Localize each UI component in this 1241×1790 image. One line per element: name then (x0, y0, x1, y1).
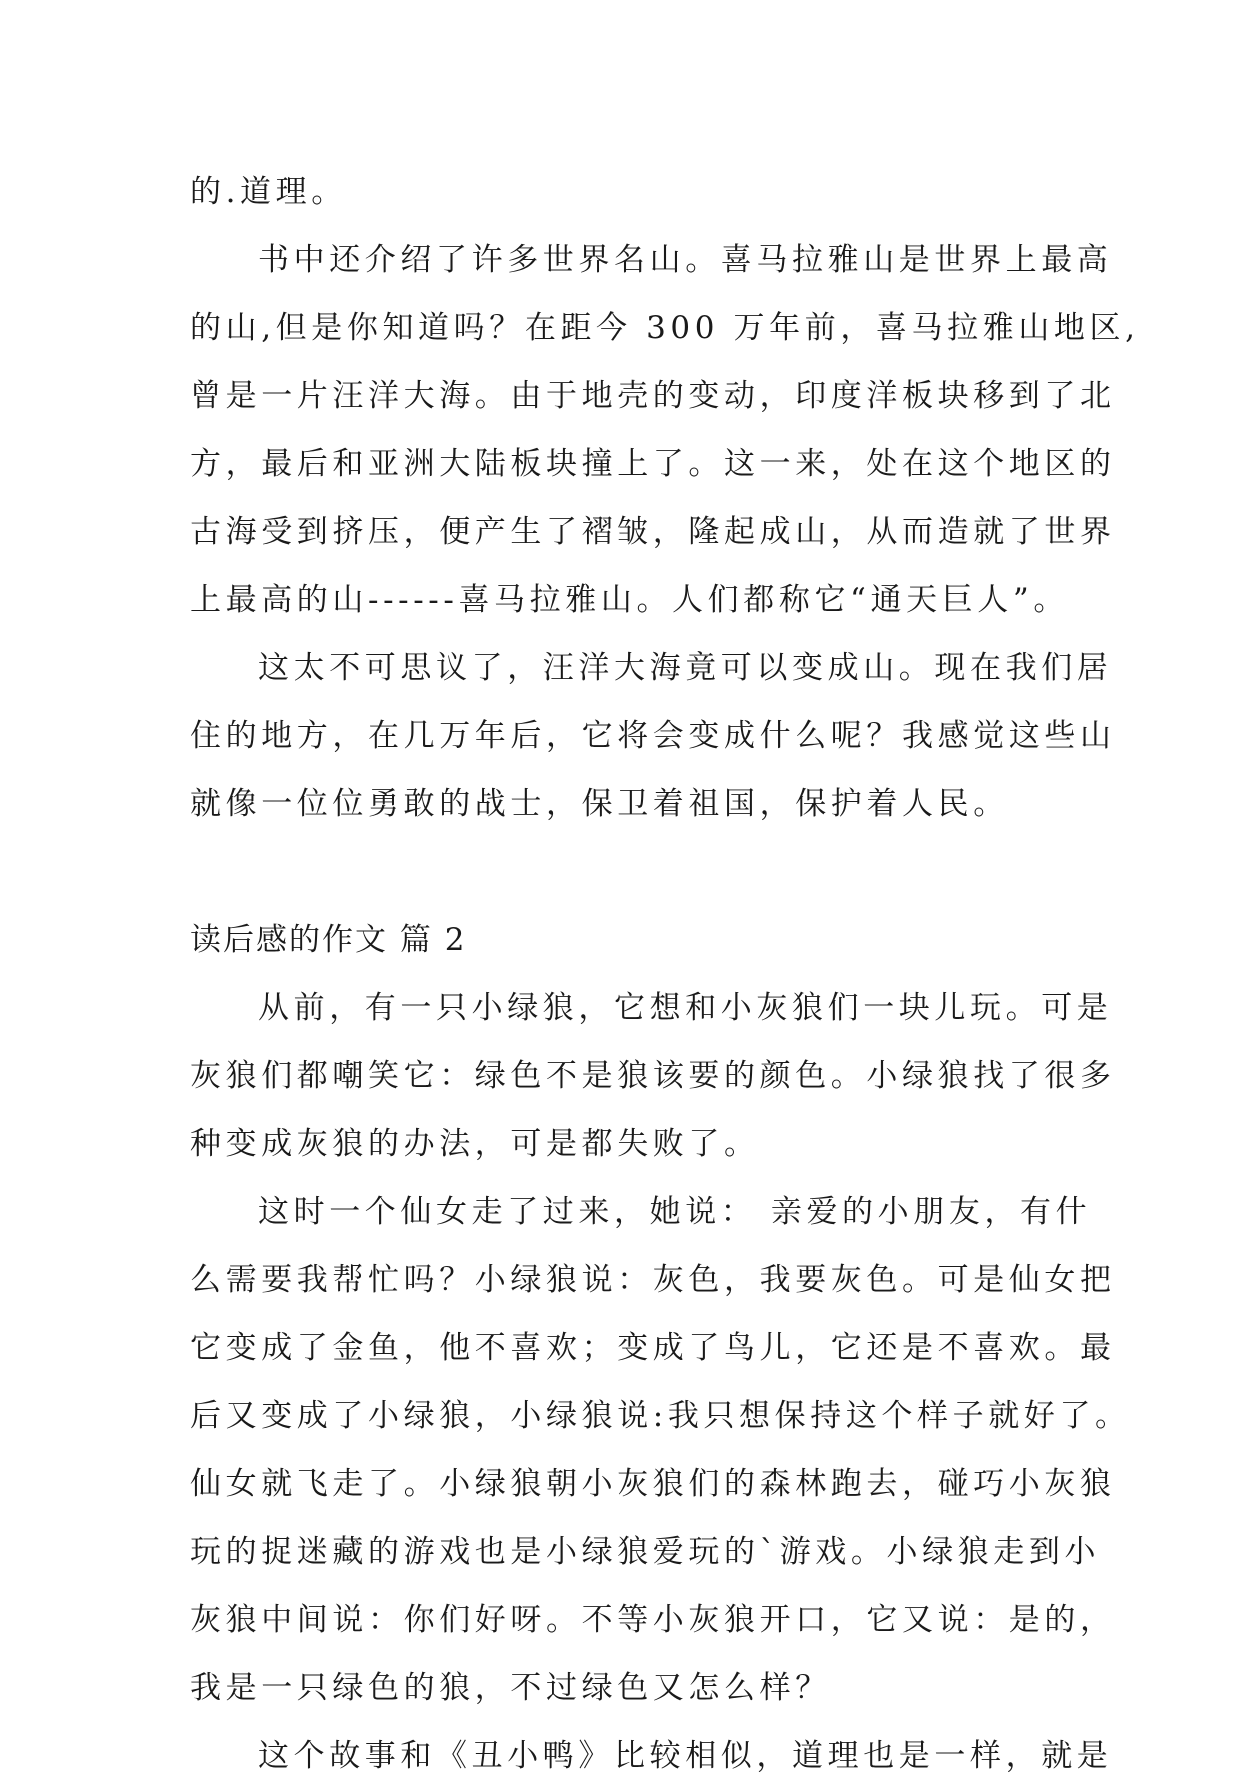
text-line: 这时一个仙女走了过来，她说： 亲爱的小朋友，有什 (258, 1194, 1092, 1230)
document-body (190, 158, 1140, 1790)
text-line: 方，最后和亚洲大陆板块撞上了。这一来，处在这个地区的 (190, 446, 1116, 482)
text-line: 曾是一片汪洋大海。由于地壳的变动，印度洋板块移到了北 (190, 378, 1116, 414)
text-line: 的.道理。 (190, 174, 347, 210)
text-line: 从前，有一只小绿狼，它想和小灰狼们一块儿玩。可是 (258, 990, 1113, 1026)
text-line: 我是一只绿色的狼，不过绿色又怎么样？ (190, 1670, 831, 1706)
text-line: 的山,但是你知道吗？在距今 300 万年前，喜马拉雅山地区, (190, 310, 1140, 346)
text-line: 古海受到挤压，便产生了褶皱，隆起成山，从而造就了世界 (190, 514, 1116, 550)
text-line: 它变成了金鱼，他不喜欢；变成了鸟儿，它还是不喜欢。最 (190, 1330, 1116, 1366)
text-line: 仙女就飞走了。小绿狼朝小灰狼们的森林跑去，碰巧小灰狼 (190, 1466, 1116, 1502)
text-line: 灰狼中间说：你们好呀。不等小灰狼开口，它又说：是的， (190, 1602, 1116, 1638)
text-line: 么需要我帮忙吗？小绿狼说：灰色，我要灰色。可是仙女把 (190, 1262, 1116, 1298)
text-line: 种变成灰狼的办法，可是都失败了。 (190, 1126, 760, 1162)
text-line: 这太不可思议了，汪洋大海竟可以变成山。现在我们居 (258, 650, 1113, 686)
text-line: 上最高的山------喜马拉雅山。人们都称它“通天巨人”。 (190, 582, 1069, 618)
text-line: 书中还介绍了许多世界名山。喜马拉雅山是世界上最高 (258, 242, 1113, 278)
text-line: 后又变成了小绿狼，小绿狼说:我只想保持这个样子就好了。 (190, 1398, 1131, 1434)
text-line: 就像一位位勇敢的战士，保卫着祖国，保护着人民。 (190, 786, 1009, 822)
text-line: 玩的捉迷藏的游戏也是小绿狼爱玩的`游戏。小绿狼走到小 (190, 1534, 1101, 1570)
text-line: 这个故事和《丑小鸭》比较相似，道理也是一样，就是 (258, 1738, 1113, 1774)
text-line: 住的地方，在几万年后，它将会变成什么呢？我感觉这些山 (190, 718, 1116, 754)
section-heading: 读后感的作文 篇 2 (190, 922, 467, 958)
text-line: 灰狼们都嘲笑它：绿色不是狼该要的颜色。小绿狼找了很多 (190, 1058, 1116, 1094)
